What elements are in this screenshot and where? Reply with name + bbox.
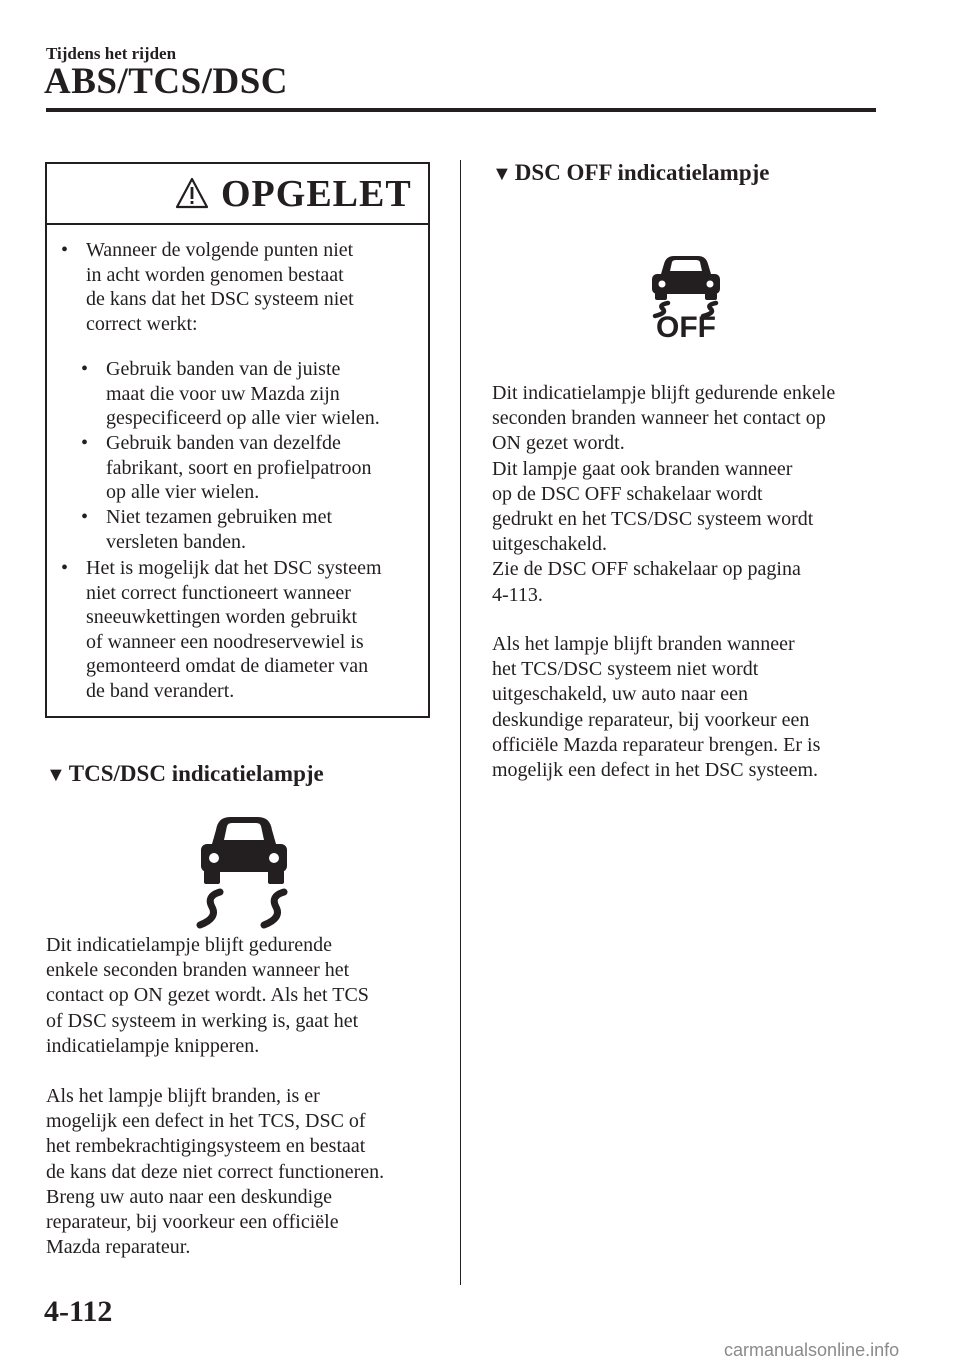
text-line: Als het lampje blijft branden, is er [46, 1085, 320, 1107]
caution-header [47, 164, 428, 225]
text-line: op de DSC OFF schakelaar wordt [492, 482, 763, 505]
text-line: niet correct functioneert wanneer [86, 581, 351, 604]
text-line: indicatielampje knipperen. [46, 1034, 260, 1057]
triangle-down-icon: ▼ [46, 764, 66, 786]
caution-box [45, 162, 430, 718]
header-rule [46, 108, 876, 112]
bullet-dot: • [81, 432, 89, 454]
bullet-dot: • [61, 239, 69, 261]
tcs-heading [46, 761, 324, 787]
text-line: Dit lampje gaat ook branden wanneer [492, 457, 793, 480]
text-line: het TCS/DSC systeem niet wordt [492, 658, 759, 681]
text-line: uitgeschakeld. [492, 533, 607, 556]
text-line: seconden branden wanneer het contact op [492, 407, 826, 430]
text-line: uitgeschakeld, uw auto naar een [492, 683, 749, 706]
text-line: mogelijk een defect in het TCS, DSC of [46, 1110, 366, 1133]
text-line: reparateur, bij voorkeur een officiële [46, 1211, 339, 1234]
text-line: de kans dat het DSC systeem niet [86, 288, 354, 311]
tcs-heading-text: TCS/DSC indicatielampje [68, 761, 324, 786]
dsc-off-indicator-icon [636, 254, 736, 338]
dsc-off-heading [492, 160, 769, 186]
text-line: 4-113. [492, 583, 543, 606]
text-line: Breng uw auto naar een deskundige [46, 1185, 333, 1208]
dsc-off-paragraph-2 [492, 632, 820, 783]
section-label: Tijdens het rijden [46, 44, 177, 63]
text-line: Wanneer de volgende punten niet [86, 239, 354, 261]
text-line: de band verandert. [86, 679, 235, 702]
text-line: Dit indicatielampje blijft gedurende [46, 934, 333, 956]
text-line: de kans dat deze niet correct functioneren. [46, 1160, 385, 1183]
caution-subitem-1 [81, 357, 380, 431]
tcs-indicator-icon [194, 812, 294, 930]
text-line: Gebruik banden van dezelfde [106, 432, 341, 454]
text-line: Niet tezamen gebruiken met [106, 506, 333, 528]
text-line: Gebruik banden van de juiste [106, 358, 341, 380]
text-line: deskundige reparateur, bij voorkeur een [492, 708, 810, 731]
caution-subitem-2 [81, 431, 371, 505]
text-line: Zie de DSC OFF schakelaar op pagina [492, 558, 801, 581]
text-line: het rembekrachtigingsysteem en bestaat [46, 1135, 366, 1158]
text-line: op alle vier wielen. [106, 481, 260, 504]
text-line: Dit indicatielampje blijft gedurende enkele [492, 382, 836, 404]
tcs-paragraph-1 [46, 933, 369, 1059]
text-line: Als het lampje blijft branden wanneer [492, 633, 795, 655]
text-line: enkele seconden branden wanneer het [46, 959, 350, 982]
dsc-off-paragraph-1 [492, 381, 835, 608]
text-line: gedrukt en het TCS/DSC systeem wordt [492, 508, 814, 531]
text-line: in acht worden genomen bestaat [86, 263, 344, 286]
text-line: correct werkt: [86, 312, 198, 335]
text-line: Mazda reparateur. [46, 1236, 191, 1259]
caution-item-1 [61, 238, 354, 336]
tcs-paragraph-2 [46, 1084, 384, 1260]
chapter-title: ABS/TCS/DSC [44, 61, 289, 102]
text-line: officiële Mazda reparateur brengen. Er is [492, 733, 821, 756]
bullet-dot: • [61, 557, 69, 579]
watermark: carmanualsonline.info [724, 1340, 900, 1360]
dsc-off-heading-text: DSC OFF indicatielampje [514, 160, 770, 185]
page-number: 4-112 [44, 1295, 113, 1328]
caution-item-2 [61, 556, 382, 704]
text-line: Het is mogelijk dat het DSC systeem [86, 557, 382, 579]
off-label: OFF [656, 311, 716, 338]
text-line: versleten banden. [106, 530, 246, 553]
caution-title: OPGELET [221, 173, 412, 215]
triangle-down-icon: ▼ [492, 163, 512, 185]
bullet-dot: • [81, 506, 89, 528]
text-line: contact op ON gezet wordt. Als het TCS [46, 984, 369, 1007]
text-line: sneeuwkettingen worden gebruikt [86, 606, 358, 629]
text-line: gespecificeerd op alle vier wielen. [106, 407, 380, 430]
text-line: of DSC systeem in werking is, gaat het [46, 1009, 359, 1032]
text-line: ON gezet wordt. [492, 432, 625, 455]
text-line: mogelijk een defect in het DSC systeem. [492, 759, 819, 782]
text-line: of wanneer een noodreservewiel is [86, 630, 364, 653]
text-line: gemonteerd omdat de diameter van [86, 655, 369, 678]
caution-subitem-3 [81, 505, 332, 554]
warning-triangle-icon [175, 177, 209, 209]
text-line: maat die voor uw Mazda zijn [106, 382, 340, 405]
text-line: fabrikant, soort en profielpatroon [106, 456, 372, 479]
column-divider [460, 160, 461, 1285]
bullet-dot: • [81, 358, 89, 380]
